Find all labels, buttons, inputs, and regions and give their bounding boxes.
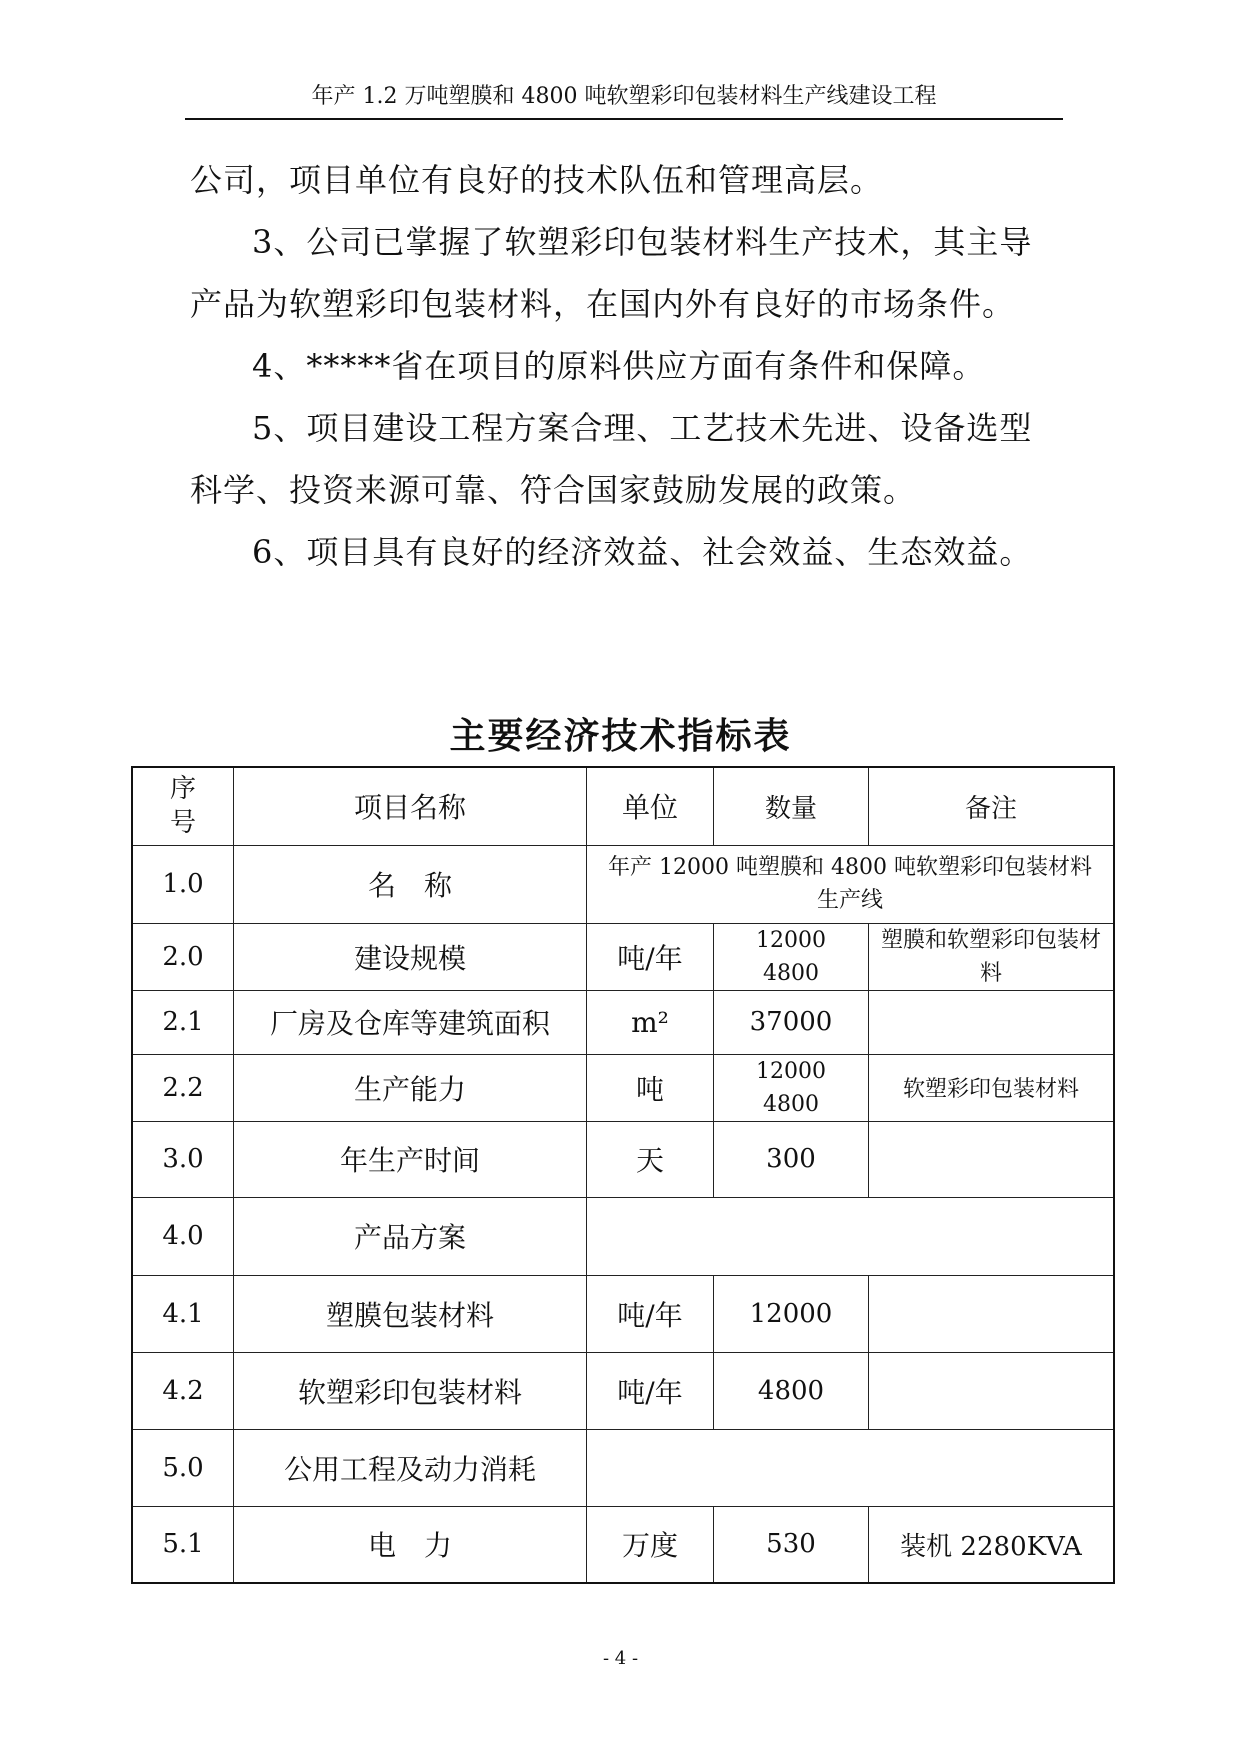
paragraph-line: 产品为软塑彩印包装材料，在国内外有良好的市场条件。 [190,285,1016,323]
row-no: 4.0 [132,1197,234,1275]
header-cell-name: 项目名称 [234,767,587,845]
row-note [869,1275,1115,1352]
table-row [132,845,1114,923]
paragraph-item-4: 4、*****省在项目的原料供应方面有条件和保障。 [252,347,986,385]
row-name: 名 称 [234,845,587,923]
indicator-table [131,766,1115,1584]
table-header-row [132,767,1114,845]
table-row [132,1197,1114,1275]
header-cell-qty: 数量 [714,767,869,845]
table-title: 主要经济技术指标表 [449,716,792,757]
table-row [132,990,1114,1054]
row-qty: 530 [714,1506,869,1583]
row-note [869,1352,1115,1429]
row-name: 生产能力 [234,1054,587,1121]
row-name: 厂房及仓库等建筑面积 [234,990,587,1054]
row-no: 5.0 [132,1429,234,1506]
row-qty: 12000 [714,1275,869,1352]
row-qty-line: 12000 [756,1058,826,1084]
row-unit: 天 [587,1121,714,1197]
header-cell-note: 备注 [869,767,1115,845]
row-qty-line: 4800 [763,1091,819,1117]
paragraph-item-5: 5、项目建设工程方案合理、工艺技术先进、设备选型 [252,409,1033,447]
row-no: 1.0 [132,845,234,923]
row-name: 公用工程及动力消耗 [234,1429,587,1506]
row-no: 2.1 [132,990,234,1054]
table-row [132,1121,1114,1197]
row-qty: 300 [714,1121,869,1197]
table-row [132,1352,1114,1429]
row-name: 塑膜包装材料 [234,1275,587,1352]
row-no: 5.1 [132,1506,234,1583]
row-note [869,990,1115,1054]
header-no-text: 序 号 [169,774,196,839]
row-name: 年生产时间 [234,1121,587,1197]
header-cell-no [132,767,234,845]
row-name: 电 力 [234,1506,587,1583]
row-qty: 37000 [714,990,869,1054]
row-name: 产品方案 [234,1197,587,1275]
table-row [132,1506,1114,1583]
row-qty [714,923,869,990]
row-note: 装机 2280KVA [869,1506,1115,1583]
row-merged-value [587,1429,1115,1506]
row-no: 2.2 [132,1054,234,1121]
row-note [869,1121,1115,1197]
header-cell-unit: 单位 [587,767,714,845]
paragraph-line: 科学、投资来源可靠、符合国家鼓励发展的政策。 [190,471,917,509]
table-row [132,1429,1114,1506]
running-header: 年产 1.2 万吨塑膜和 4800 吨软塑彩印包装材料生产线建设工程 [185,82,1063,120]
table-row [132,923,1114,990]
row-unit: 吨/年 [587,1275,714,1352]
row-unit: 吨 [587,1054,714,1121]
row-name: 建设规模 [234,923,587,990]
table-row [132,1054,1114,1121]
row-name: 软塑彩印包装材料 [234,1352,587,1429]
table-row [132,1275,1114,1352]
row-qty-line: 12000 [756,927,826,953]
row-unit: 吨/年 [587,923,714,990]
row-qty-line: 4800 [763,960,819,986]
row-unit: m² [587,990,714,1054]
row-qty: 4800 [714,1352,869,1429]
paragraph-item-3: 3、公司已掌握了软塑彩印包装材料生产技术，其主导 [252,223,1033,261]
row-no: 4.1 [132,1275,234,1352]
row-no: 2.0 [132,923,234,990]
row-merged-value [587,1197,1115,1275]
row-qty [714,1054,869,1121]
row-no: 4.2 [132,1352,234,1429]
row-note: 塑膜和软塑彩印包装材料 [869,923,1115,990]
row-merged-value: 年产 12000 吨塑膜和 4800 吨软塑彩印包装材料生产线 [587,845,1115,923]
row-note: 软塑彩印包装材料 [869,1054,1115,1121]
page-number: - 4 - [602,1648,639,1669]
paragraph-line: 公司，项目单位有良好的技术队伍和管理高层。 [190,161,884,199]
row-unit: 万度 [587,1506,714,1583]
row-unit: 吨/年 [587,1352,714,1429]
paragraph-item-6: 6、项目具有良好的经济效益、社会效益、生态效益。 [252,533,1033,571]
row-no: 3.0 [132,1121,234,1197]
